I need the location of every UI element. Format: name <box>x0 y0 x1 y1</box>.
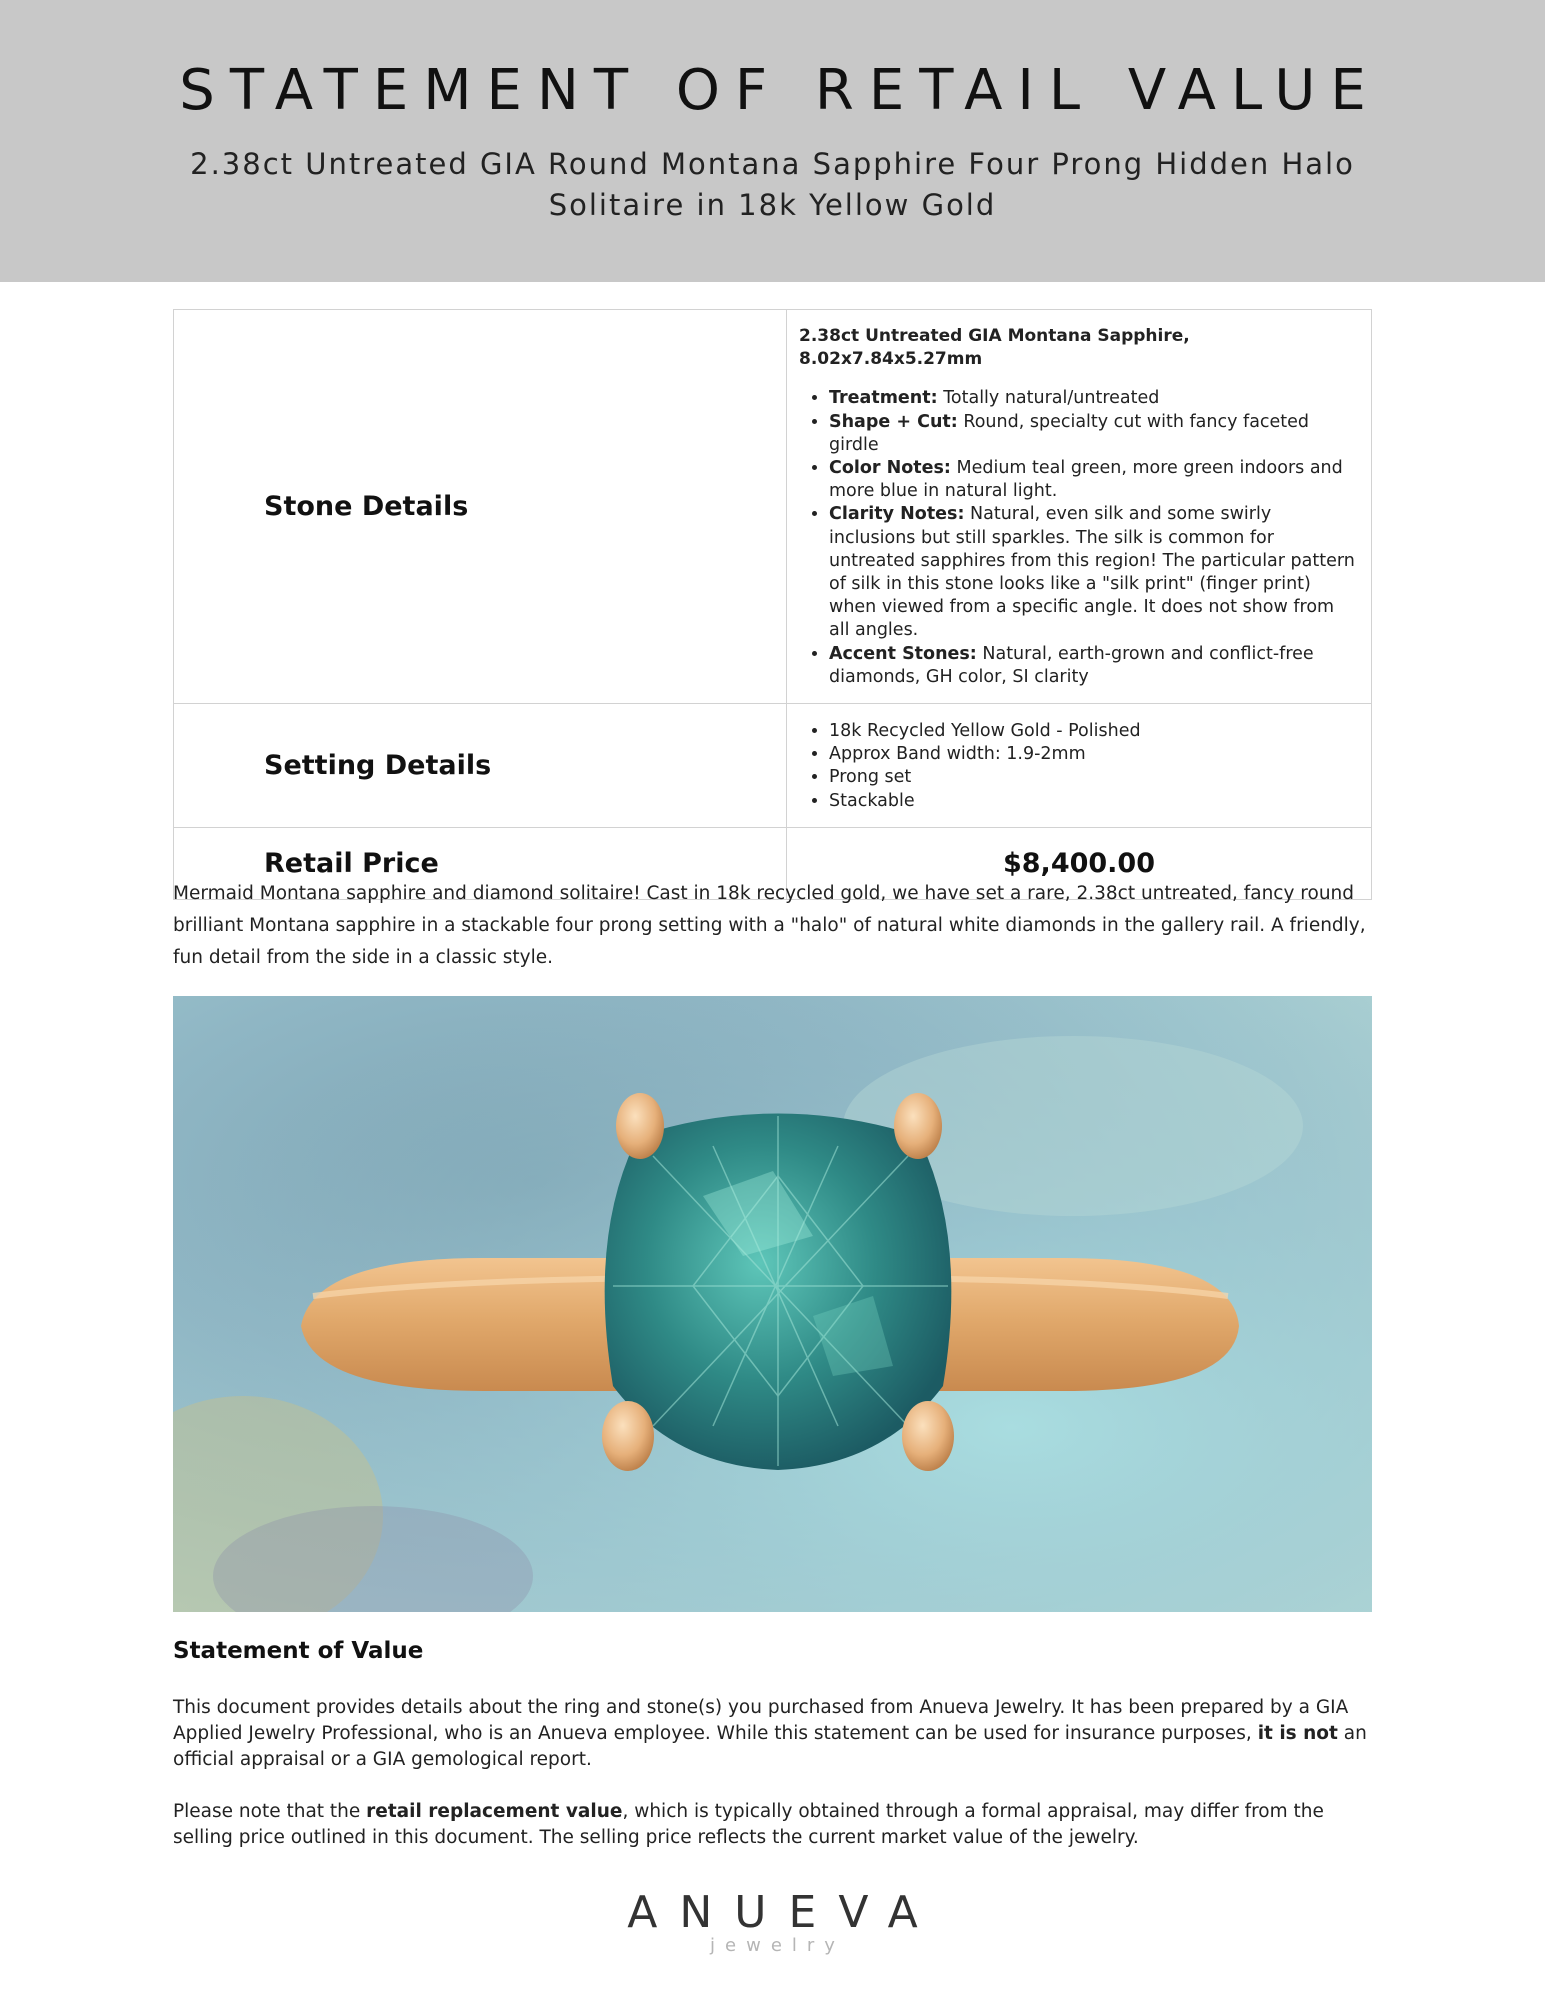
list-item: • Prong set <box>829 766 1357 789</box>
retail-price-label: Retail Price <box>174 827 787 899</box>
bullet-term: Treatment: <box>829 388 938 409</box>
bullet-text: Natural, even silk and some swirly inclusions but still sparkles. The silk is common for untreated sapphires from this region! The particular pattern of silk in this stone looks like a "silk print" (finger print) when viewed from a specific angle. It does not show from all angles. <box>829 504 1355 641</box>
statement-paragraph-2 <box>173 1799 1378 1851</box>
list-item: • Approx Band width: 1.9-2mm <box>829 743 1357 766</box>
details-table <box>173 309 1372 900</box>
bullet-term: Color Notes: <box>829 458 951 479</box>
list-item <box>829 503 1357 642</box>
product-description: Mermaid Montana sapphire and diamond solitaire! Cast in 18k recycled gold, we have set a rare, 2.38ct untreated, fancy round brilliant Montana sapphire in a stackable four prong setting with a "halo" of natural white diamonds in the gallery rail. A friendly, fun detail from the side in a classic style. <box>173 883 1366 968</box>
logo-subtext: jewelry <box>710 1935 845 1956</box>
header-band <box>0 0 1545 282</box>
prong-bottom-left <box>602 1401 654 1471</box>
prong-top-right <box>894 1093 942 1159</box>
paragraph-text: This document provides details about the ring and stone(s) you purchased from Anueva Jewelry. It has been prepared by a GIA Applied Jewelry Professional, who is an Anueva employee. While this statement can be used for insurance purposes, <box>173 1697 1349 1744</box>
setting-bullet-list <box>799 720 1357 813</box>
bullet-text: Medium teal green, more green indoors and more blue in natural light. <box>829 458 1343 502</box>
paragraph-text: Please note that the <box>173 1801 367 1822</box>
ring-photo <box>173 996 1372 1612</box>
setting-details-content <box>787 704 1372 828</box>
bullet-text: Natural, earth-grown and conflict-free diamonds, GH color, SI clarity <box>829 643 1314 687</box>
prong-bottom-right <box>902 1401 954 1471</box>
list-item <box>829 387 1357 410</box>
stone-details-row <box>174 310 1372 704</box>
list-item <box>829 411 1357 457</box>
setting-details-row <box>174 704 1372 828</box>
paragraph-text: , which is typically obtained through a formal appraisal, may differ from the selling price outlined in this document. The selling price reflects the current market value of the jewelry. <box>173 1801 1324 1848</box>
logo-wordmark: ANUEVA <box>627 1887 940 1938</box>
stone-details-label: Stone Details <box>174 310 787 704</box>
setting-details-label: Setting Details <box>174 704 787 828</box>
stone-details-content <box>787 310 1372 704</box>
bullet-term: Shape + Cut: <box>829 411 958 432</box>
list-item: • 18k Recycled Yellow Gold - Polished <box>829 720 1357 743</box>
anueva-logo <box>560 1887 985 1956</box>
paragraph-bold-text: it is not <box>1257 1723 1338 1744</box>
ring-illustration <box>173 996 1372 1612</box>
document-subtitle: 2.38ct Untreated GIA Round Montana Sapphire Four Prong Hidden Halo Solitaire in 18k Yellow Gold <box>190 147 1355 222</box>
paragraph-text: an official appraisal or a GIA gemological report. <box>173 1723 1367 1770</box>
list-item <box>829 643 1357 689</box>
stone-bullet-list <box>799 387 1357 689</box>
list-item <box>829 457 1357 503</box>
statement-of-value-heading: Statement of Value <box>173 1638 424 1664</box>
paragraph-bold-text: retail replacement value <box>366 1801 623 1822</box>
document-title: STATEMENT OF RETAIL VALUE <box>179 58 1381 123</box>
retail-price-value: $8,400.00 <box>787 827 1372 899</box>
prong-top-left <box>616 1093 664 1159</box>
bullet-text: Totally natural/untreated <box>937 388 1160 409</box>
stone-heading: 2.38ct Untreated GIA Montana Sapphire, 8.02x7.84x5.27mm <box>799 326 1190 370</box>
bullet-text: Round, specialty cut with fancy faceted girdle <box>829 411 1310 455</box>
statement-paragraph-1 <box>173 1695 1378 1773</box>
bullet-term: Clarity Notes: <box>829 504 965 525</box>
bullet-term: Accent Stones: <box>829 643 977 664</box>
list-item: • Stackable <box>829 790 1357 813</box>
